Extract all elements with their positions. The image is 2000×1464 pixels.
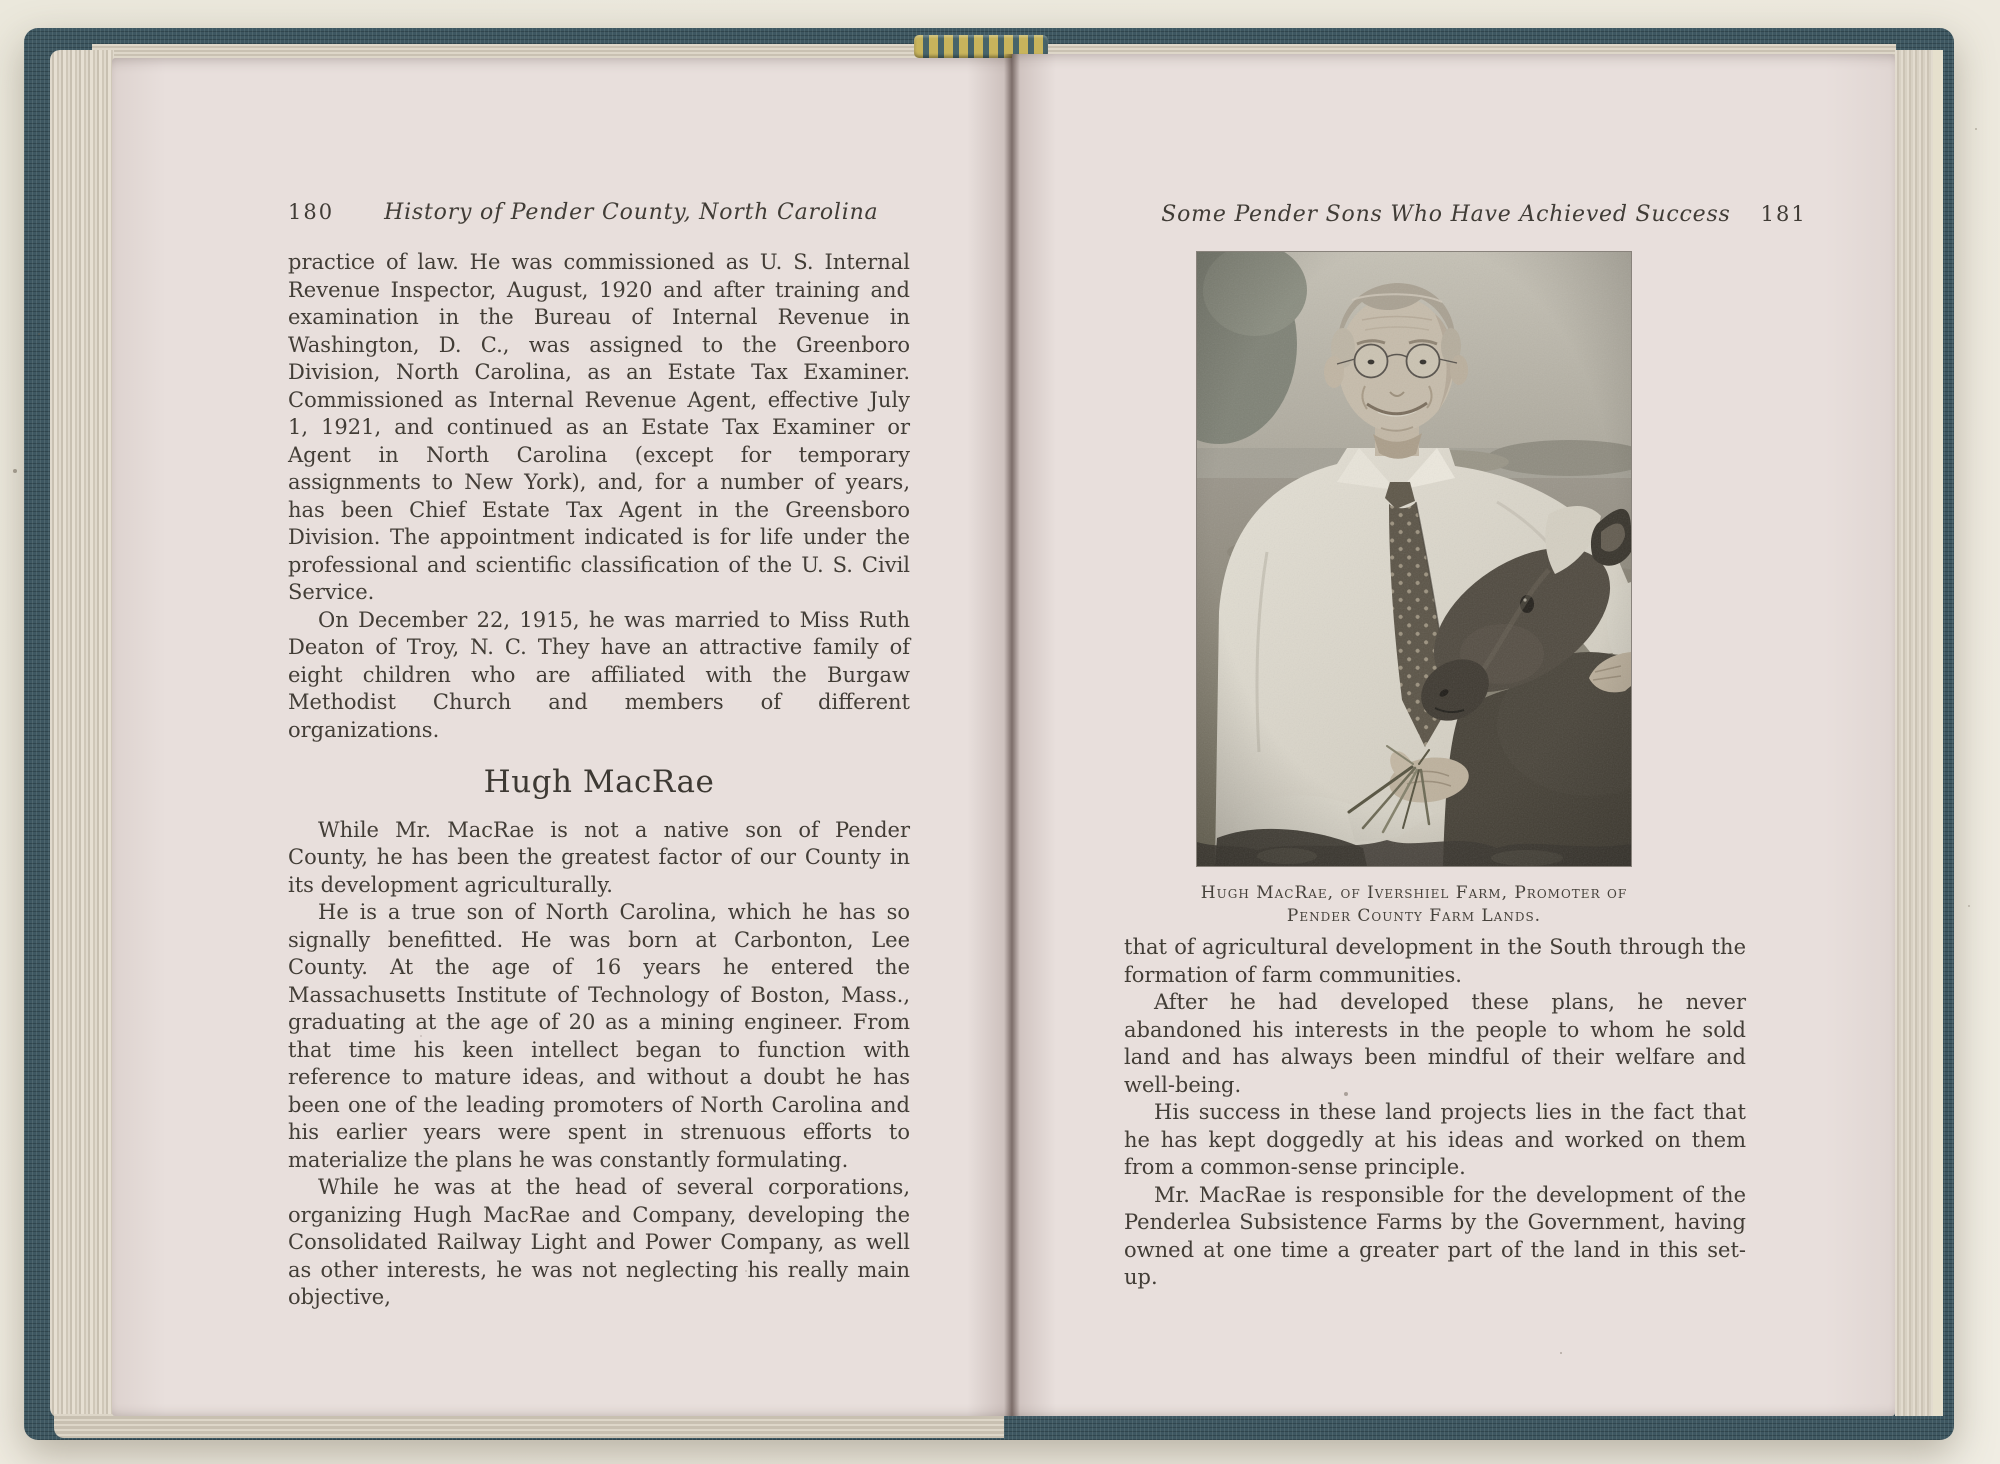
paragraph: practice of law. He was commissioned as U. S. Internal Revenue Inspector, August, 1920 and after training and examination in the Bureau of Internal Revenue in Washington, D. C., was assigned to the Greenboro Division, North Carolina, as an Estate Tax Examiner. Commissioned as Internal Revenue Agent, effective July 1, 1921, and continued as an Estate Tax Examiner or Agent in North Carolina (except for temporary assignments to New York), and, for a number of years, has been Chief Estate Tax Agent in the Greensboro Division. The appointment indicated is for life under the professional and scientific classification of the U. S. Civil Service.: [288, 250, 910, 604]
book-gutter: [1004, 54, 1020, 1416]
right-running-header: [1158, 202, 1810, 227]
paragraph: While he was at the head of several corporations, organizing Hugh MacRae and Company, developing the Consolidated Railway Light and Power Company, as well as other interests, he was not neglecting his really main objective,: [288, 1175, 910, 1309]
paragraph: that of agricultural development in the South through the formation of farm communities.: [1124, 935, 1746, 987]
hugh-macrae-photo: [1197, 252, 1631, 866]
page-edges-right: [1895, 50, 1943, 1416]
paragraph: After he had developed these plans, he never abandoned his interests in the people to whom he sold land and has always been mindful of their welfare and well-being.: [1124, 990, 1746, 1097]
right-header-title: Some Pender Sons Who Have Achieved Success: [1161, 202, 1731, 227]
dust-specks: [0, 0, 2, 2]
paragraph: Mr. MacRae is responsible for the development of the Penderlea Subsistence Farms by the Government, having owned at one time a greater part of the land in this set-up.: [1124, 1182, 1746, 1289]
page-edges-left: [50, 50, 114, 1418]
section-heading: Hugh MacRae: [483, 764, 715, 800]
photo-caption-line1: Hugh MacRae, of Ivershiel Farm, Promoter of: [1200, 883, 1628, 903]
right-page-number: 181: [1760, 202, 1807, 226]
right-page-body: [1124, 934, 1746, 1292]
paragraph: While Mr. MacRae is not a native son of Pender County, he has been the greatest factor of our County in its development agriculturally.: [288, 817, 910, 897]
left-running-header: [288, 200, 910, 225]
photo-caption-line2: Pender County Farm Lands.: [1286, 906, 1542, 926]
page-edges-bottom: [54, 1414, 1004, 1438]
paragraph: On December 22, 1915, he was married to Miss Ruth Deaton of Troy, N. C. They have an attractive family of eight children who are affiliated with the Burgaw Methodist Church and members of different organizations.: [288, 607, 910, 742]
paragraph: He is a true son of North Carolina, which he has so signally benefitted. He was born at Carbonton, Lee County. At the age of 16 years he entered the Massachusetts Institute of Technology of Boston, Mass., graduating at the age of 20 as a mining engineer. From that time his keen intellect began to function with reference to mature ideas, and without a doubt he has been one of the leading promoters of North Carolina and his earlier years were spent in strenuous efforts to materialize the plans he was constantly formulating.: [288, 900, 910, 1172]
left-page-body: [288, 249, 910, 1312]
photo-caption: [1167, 882, 1661, 928]
left-page-number: 180: [288, 200, 335, 224]
paragraph: His success in these land projects lies in the fact that he has kept doggedly at his ideas and worked on them from a common-sense principle.: [1124, 1100, 1746, 1179]
left-header-title: History of Pender County, North Carolina: [384, 200, 879, 225]
